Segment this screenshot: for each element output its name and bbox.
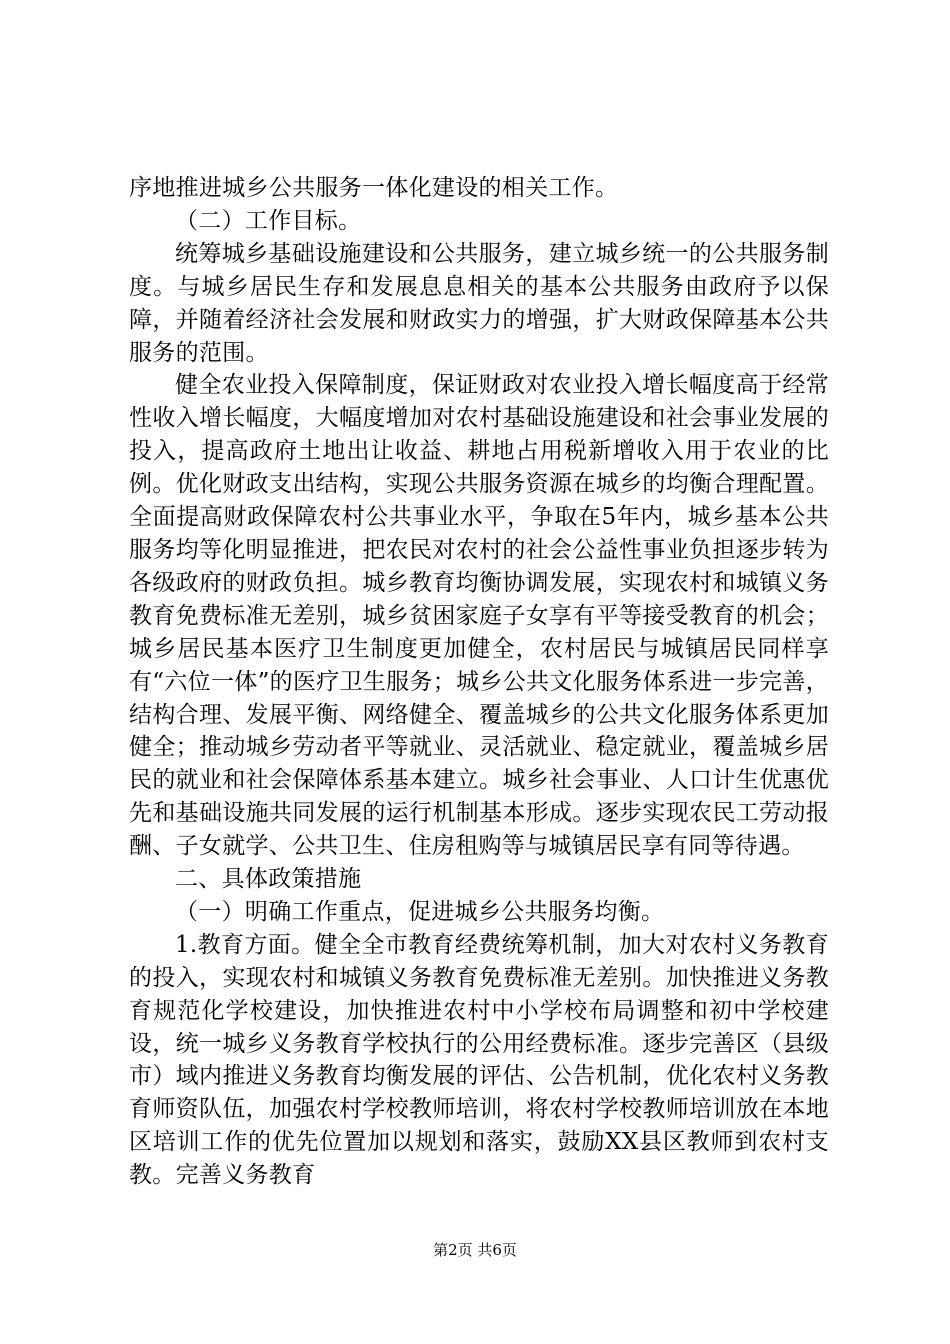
section-heading-policy-measures: 二、具体政策措施: [175, 866, 362, 893]
document-body: [129, 172, 829, 1192]
paragraph-goals-overview: 统筹城乡基础设施建设和公共服务，建立城乡统一的公共服务制度。与城乡居民生存和发展息息相关的基本公共服务由政府予以保障，并随着经济社会发展和财政实力的增强，扩大财政保障基本公共服务的范围。: [129, 240, 829, 366]
section-heading-work-goals: （二）工作目标。: [175, 207, 362, 234]
paragraph-education: 1.教育方面。健全全市教育经费统筹机制，加大对农村义务教育的投入，实现农村和城镇义务教育免费标准无差别。加快推进义务教育规范化学校建设，加快推进农村中小学校布局调整和初中学校建设，统一城乡义务教育学校执行的公用经费标准。逐步完善区（县级市）域内推进义务教育均衡发展的评估、公告机制，优化农村义务教育师资队伍，加强农村学校教师培训，将农村学校教师培训放在本地区培训工作的优先位置加以规划和落实，鼓励XX县区教师到农村支教。完善义务教育: [129, 931, 829, 1189]
subsection-heading-work-focus: （一）明确工作重点，促进城乡公共服务均衡。: [175, 898, 665, 925]
paragraph-continuation: 序地推进城乡公共服务一体化建设的相关工作。: [129, 175, 619, 201]
paragraph-agriculture-investment: 健全农业投入保障制度，保证财政对农业投入增长幅度高于经常性收入增长幅度，大幅度增加对农村基础设施建设和社会事业发展的投入，提高政府土地出让收益、耕地占用税新增收入用于农业的比例。优化财政支出结构，实现公共服务资源在城乡的均衡合理配置。全面提高财政保障农村公共事业水平，争取在5年内，城乡基本公共服务均等化明显推进，把农民对农村的社会公益性事业负担逐步转为各级政府的财政负担。城乡教育均衡协调发展，实现农村和城镇义务教育免费标准无差别，城乡贫困家庭子女享有平等接受教育的机会；城乡居民基本医疗卫生制度更加健全，农村居民与城镇居民同样享有“六位一体”的医疗卫生服务；城乡公共文化服务体系进一步完善，结构合理、发展平衡、网络健全、覆盖城乡的公共文化服务体系更加健全；推动城乡劳动者平等就业、灵活就业、稳定就业，覆盖城乡居民的就业和社会保障体系基本建立。城乡社会事业、人口计生优惠优先和基础设施共同发展的运行机制基本形成。逐步实现农民工劳动报酬、子女就学、公共卫生、住房租购等与城镇居民享有同等待遇。: [129, 372, 829, 860]
page-number-footer: 第2页 共6页: [433, 1241, 517, 1259]
